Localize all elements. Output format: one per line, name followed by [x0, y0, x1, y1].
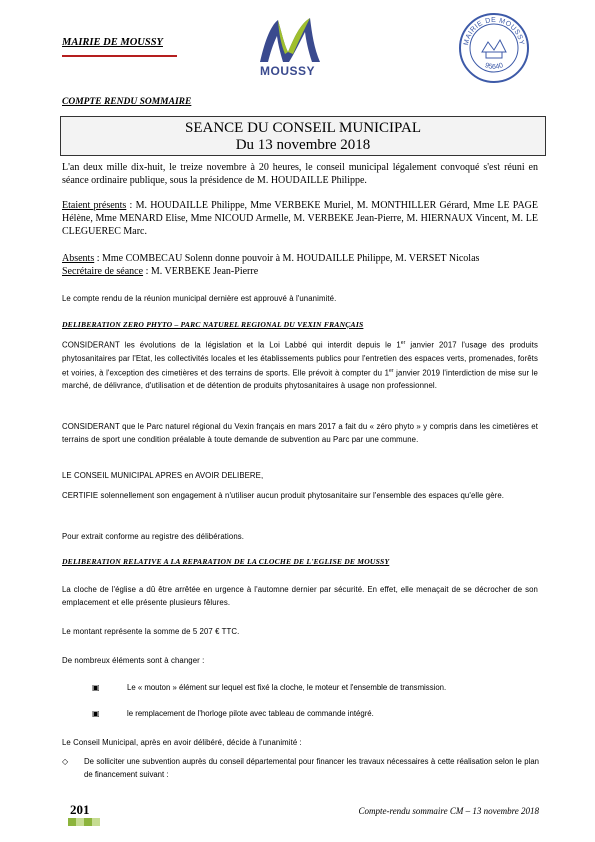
delib1-certifie: CERTIFIE solennellement son engagement à n'utiliser aucun produit phytosanitaire sur l'ensemble des espaces qu'elle gère. [62, 491, 505, 500]
footer-bar-segment [76, 818, 84, 826]
session-date: Du 13 novembre 2018 [235, 137, 371, 153]
diamond-bullet-icon: ◇ [62, 757, 69, 766]
footer-bar-segment [92, 818, 100, 826]
page-number: 201 [70, 802, 90, 817]
delib1-considerant-1 [62, 337, 538, 392]
secretaire-label: Secrétaire de séance [62, 266, 144, 277]
delib1-considerant-2: CONSIDERANT que le Parc naturel régional du Vexin français en mars 2017 a fait du « zéro phyto » y compris dans les cimetières et terrains de sport une condition préalable à toute demande de subvention au Parc par une commune. [62, 422, 538, 444]
delib2-title: DELIBERATION RELATIVE A LA REPARATION DE LA CLOCHE DE L'EGLISE DE MOUSSY [62, 557, 390, 566]
presents-label: Etaient présents [62, 200, 127, 211]
diamond-item-text: De solliciter une subvention auprès du conseil départemental pour financer les travaux nécessaires à cette réalisation selon le plan de financement suivant : [84, 757, 539, 779]
delib1-extract: Pour extrait conforme au registre des délibérations. [62, 532, 245, 541]
svg-text:MAIRIE DE MOUSSY: MAIRIE DE MOUSSY [463, 16, 525, 47]
mairie-heading: MAIRIE DE MOUSSY [62, 37, 163, 48]
checkbox-bullet-icon: ▣ [92, 683, 100, 692]
absents-paragraph [62, 252, 538, 265]
absents-text: : Mme COMBECAU Solenn donne pouvoir à M. HOUDAILLE Philippe, M. VERSET Nicolas [94, 253, 480, 264]
presents-paragraph [62, 199, 538, 238]
delib1-deliberation: LE CONSEIL MUNICIPAL APRES en AVOIR DELIBERE, [62, 471, 264, 480]
secretaire-paragraph [62, 265, 538, 278]
compte-rendu-heading: COMPTE RENDU SOMMAIRE [62, 97, 192, 107]
footer-color-bar [68, 818, 100, 826]
footer-bar-segment [68, 818, 76, 826]
secretaire-text: : M. VERBEKE Jean-Pierre [143, 266, 259, 277]
delib1-p1-part1: CONSIDERANT les évolutions de la législation et la Loi Labbé qui interdit depuis le 1 [62, 340, 401, 350]
logo-text: MOUSSY [260, 64, 316, 78]
footer-text: Compte-rendu sommaire CM – 13 novembre 2018 [358, 806, 539, 816]
seal-stamp-icon [458, 12, 530, 84]
header-rule [62, 55, 177, 57]
delib2-decision: Le Conseil Municipal, après en avoir délibéré, décide à l'unanimité : [62, 738, 302, 747]
delib2-elements-intro: De nombreux éléments sont à changer : [62, 656, 205, 665]
delib1-p1-part2: janvier 2017 l'usage des produits phytosanitaires par l'Etat, les collectivités locales et les établissements publics pour l'entretien des espaces verts, promenades, forêts et voiries, à l'exception des cimetières et des terrains de sports. Elle prévoit à compter du 1 [62, 340, 538, 378]
absents-label: Absents [62, 253, 95, 264]
mairie-seal [458, 12, 530, 84]
moussy-logo [248, 14, 334, 82]
footer-bar-segment [84, 818, 92, 826]
checkbox-bullet-icon: ▣ [92, 709, 100, 718]
presents-text: : M. HOUDAILLE Philippe, Mme VERBEKE Muriel, M. MONTHILLER Gérard, Mme LE PAGE Hélène, Mme MENARD Elise, Mme NICOUD Armelle, M. VERBEKE Jean-Pierre, M. HIERNAUX Vincent, M. LE CLEGUEREC Marc. [62, 200, 538, 237]
logo-m-shape-icon [248, 14, 334, 66]
bullet-2 [92, 707, 100, 720]
bullet-1 [92, 681, 100, 694]
delib2-amount: Le montant représente la somme de 5 207 € TTC. [62, 627, 240, 636]
svg-text:95640: 95640 [483, 62, 505, 71]
delib2-paragraph-1: La cloche de l'église a dû être arrêtée en urgence à l'automne dernier par sécurité. En effet, elle menaçait de se décrocher de son emplacement et elle présente plusieurs fêlures. [62, 585, 538, 607]
approval-paragraph: Le compte rendu de la réunion municipal dernière est approuvé à l'unanimité. [62, 294, 337, 303]
session-title: SEANCE DU CONSEIL MUNICIPAL [185, 120, 421, 136]
bullet-2-text: le remplacement de l'horloge pilote avec tableau de commande intégré. [127, 709, 374, 718]
bullet-1-text: Le « mouton » élément sur lequel est fixé la cloche, le moteur et l'ensemble de transmission. [127, 683, 447, 692]
delib1-p1-part3: janvier 2019 l'interdiction de mise sur le marché, de délivrance, d'utilisation et de détention de produits phytosanitaires à usage non professionnel. [62, 368, 538, 391]
diamond-bullet [62, 755, 68, 768]
delib1-p1-sup: er [400, 340, 406, 346]
intro-paragraph: L'an deux mille dix-huit, le treize novembre à 20 heures, le conseil municipal légalement convoqué s'est réuni en séance ordinaire publique, sous la présidence de M. HOUDAILLE Philippe. [62, 162, 538, 186]
title-box [60, 116, 546, 156]
delib1-p1-sup2: er [389, 367, 394, 374]
delib1-title: DELIBERATION ZERO PHYTO – PARC NATUREL REGIONAL DU VEXIN FRANÇAIS [62, 320, 364, 329]
